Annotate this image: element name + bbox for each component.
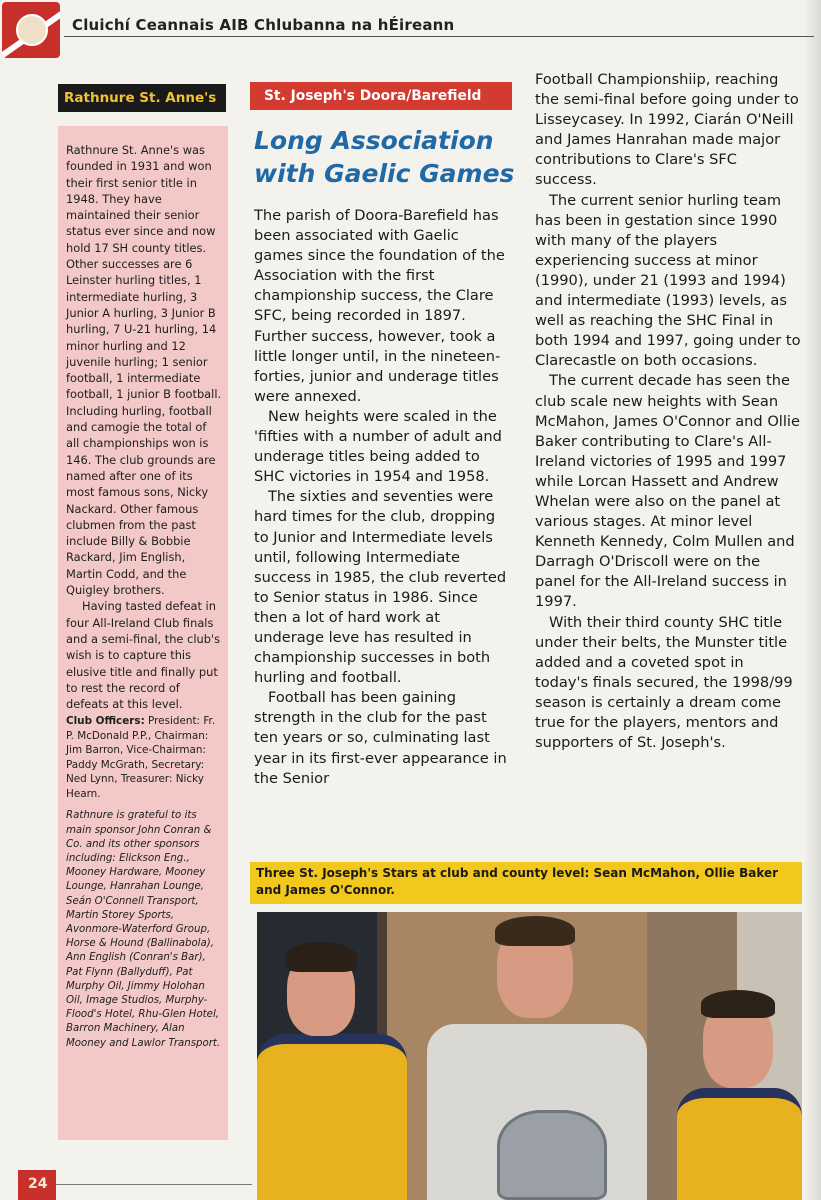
article-column-2 [535,70,801,753]
article-paragraph: New heights were scaled in the 'fifties with a number of adult and underage titles being added to SHC victories in 1954 and 1958. [254,407,502,486]
article-column-1 [254,206,512,789]
rathnure-paragraph-1: Rathnure St. Anne's was founded in 1931 and won their first senior title in 1948. They have maintained their senior status ever since and now hold 17 SH county titles. Other successes are 6 Leinster hurling titles, 1 intermediate hurling, 3 Junior A hurling, 3 Junior B hurling, 7 U-21 hurling, 14 minor hurling and 12 juvenile hurling; 1 senior football, 1 intermediate football, 1 junior B football. Including hurling, football and camogie the total of all championships won is 146. The club grounds are named after one of its most famous sons, Nicky Nackard. Other famous clubmen from the past include Billy & Bobbie Rackard, Jim English, Martin Codd, and the Quigley brothers. [66,143,222,598]
hair [285,942,357,972]
header-divider [64,36,814,37]
rathnure-paragraph-2: Having tasted defeat in four All-Ireland Club finals and a semi-final, the club's wish is to capture this elusive title and finally put to rest the record of defeats at this level. [66,599,221,712]
article-paragraph: With their third county SHC title under their belts, the Munster title added and a coveted spot in today's finals secured, the 1998/99 season is certainly a dream come true for the players, mentors and supporters of St. Joseph's. [535,613,793,752]
rathnure-sponsors: Rathnure is grateful to its main sponsor John Conran & Co. and its other sponsors including: Elickson Eng., Mooney Hardware, Mooney Lounge, Hanrahan Lounge, Seán O'Connell Transport, Martin Storey Sports, Avonmore-Waterford Group, Horse & Hound (Ballinabola), Ann English (Conran's Bar), Pat Flynn (Ballyduff), Pat Murphy Oil, Jimmy Holohan Oil, Image Studios, Murphy-Flood's Hotel, Rhu-Glen Hotel, Barron Machinery, Alan Mooney and Lawlor Transport. [66,810,221,1049]
officers-label: Club Officers: [66,715,145,728]
trophy-icon [497,1110,607,1200]
gaa-crest-logo [2,2,60,58]
article-paragraph: The current decade has seen the club scale new heights with Sean McMahon, James O'Connor and Ollie Baker contributing to Clare's All-Ireland victories of 1995 and 1997 while Lorcan Hassett and Andrew Whelan were also on the panel at various stages. At minor level Kenneth Kennedy, Colm Mullen and Darragh O'Driscoll were on the panel for the All-Ireland success in 1997. [535,372,800,611]
article-section-heading: St. Joseph's Doora/Barefield [250,82,512,110]
page-fold-shadow [803,0,821,1200]
officers-list: President: Fr. P. McDonald P.P., Chairman: Jim Barron, Vice-Chairman: Paddy McGrath, Secretary: Ned Lynn, Treasurer: Nicky Hearn. [66,715,216,800]
article-paragraph: Football Championshiip, reaching the semi-final before going under to Lisseycasey. In 1992, Ciarán O'Neill and James Hanrahan made major contributions to Clare's SFC success. [535,71,799,189]
crest-ball-icon [16,14,48,46]
article-paragraph: The parish of Doora-Barefield has been associated with Gaelic games since the foundation of the Association with the first championship success, the Clare SFC, being recorded in 1897. Further success, however, took a little longer until, in the nineteen-forties, junior and underage titles were annexed. [254,207,505,405]
page-number: 24 [18,1170,56,1200]
jersey [677,1088,802,1200]
rathnure-heading: Rathnure St. Anne's [58,84,226,112]
rathnure-sidebar [58,126,228,1140]
article-paragraph: The sixties and seventies were hard times for the club, dropping to Junior and Intermediate levels until, following Intermediate success in 1985, the club reverted to Senior status in 1986. Since then a lot of hard work at underage leve has resulted in championship successes in both hurling and football. [254,488,507,687]
hair [701,990,775,1018]
photo-caption: Three St. Joseph's Stars at club and county level: Sean McMahon, Ollie Baker and James O'Connor. [250,862,802,904]
page-header-title: Cluichí Ceannais AIB Chlubanna na hÉireann [72,16,455,34]
rathnure-officers [66,714,222,801]
article-paragraph: Football has been gaining strength in the club for the past ten years or so, culminating last year in its first-ever appearance in the Senior [254,689,507,787]
footer-divider [56,1184,252,1185]
team-photo [257,912,802,1200]
article-paragraph: The current senior hurling team has been in gestation since 1990 with many of the players experiencing success at minor (1990), under 21 (1993 and 1994) and intermediate (1993) levels, as well as reaching the SHC Final in both 1994 and 1997, going under to Clarecastle on both occasions. [535,191,801,370]
hair [495,916,575,946]
jersey [257,1034,407,1200]
article-headline: Long Association with Gaelic Games [254,126,515,188]
